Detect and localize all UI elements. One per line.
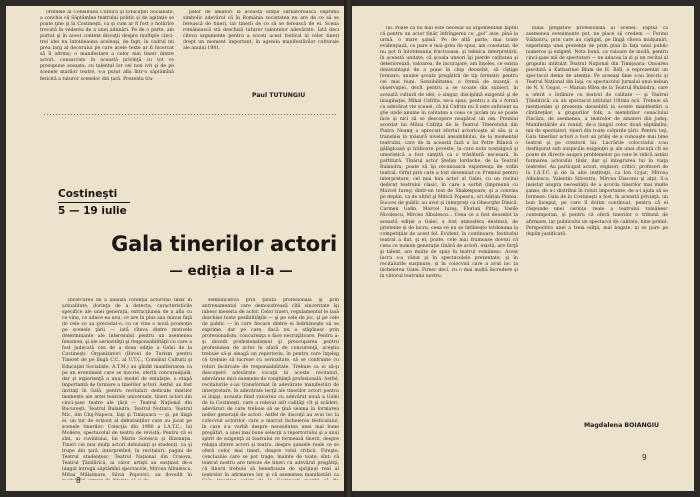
- event-place: Costineşti: [58, 188, 118, 200]
- right-page: [352, 6, 694, 491]
- article-subtitle: — ediţia a II-a —: [169, 263, 293, 279]
- event-box: [58, 188, 138, 217]
- event-underline: [58, 202, 130, 203]
- article-column-1: Încercarea de a analiza condiţia actorului tînăr în actualitate, dorinţa de a detecta, caracteristicile specifice ale unei generaţii, extracţiunea de a afla cu ce vine, ce aduce ea nou, ce are în plus sau minus faţă de cele ce au precedat-o, cu ce vine o nouă promoţie pe scenele ţării — iată cîteva dintre motivele determinante ale interesului pentru un asemenea fenomen, şi ale seriozităţii şi responsabilităţii cu care a fost judecată cea de a doua ediţie a Galei de la Costineşti. Organizatori (Biroul de Turism pentru Tineret de pe lîngă C.C. al U.T.C., Consiliul Culturii şi Educaţiei Socialiste, A.T.M.) au gîndit manifestarea ca pe un eveniment care se înscrie, ofertă concurenţială, dar şi experienţă a unui model de emulaţie, o etapă importantă de formare a tinerilor actori. Astfel, au fost invitaţi în Gală, pentru recitaluri dedicate marilor momente ale artei teatrale universale, tineri actori din cinci-şase teatre ale ţării — Teatrul Naţional din Bucureşti, Teatrul Bulandra, Teatrul Nottara, Teatrul Mic, din Cluj-Napoca, Iaşi şi Timişoara — şi, pe lîngă ei, un tur de orizont al debutanţilor care au jucat pe scenele tinerilor: Colecţia din 1980 a I.A.T.C.; lui Molière, spectacolul de teatru de revistă; Pentru că ei sînt, ai cuvîntului, lui Marin Sorescu şi Bizoanţia. Tineri cei mai mulţi actori debutanţi şi studenţi, ca şi trupe din ţară, interpretînd, în recitaluri, pagini de Teatrul studenţesc, Teatrul Naţional din Craiova, Teatrul Ţăndărică, ai căror artişti au susţinut de-a lungul întregii săptămîni spectacole, Mircea Albulescu, Mihai Mălaimare, Silvia Popovici, au dovedit în: [62, 298, 192, 479]
- left-page: [6, 6, 346, 491]
- page-number-right: 9: [642, 453, 647, 462]
- page-number-left: 8: [76, 476, 81, 485]
- right-signature: Magdalena BOIANGIU: [584, 422, 660, 429]
- top-signature: Paul TUTUNGIU: [252, 92, 306, 99]
- top-column-2: pelor de amatori la această ediţie sărbătorească exprimă simbolic adevărul că în România societatea nu are de ce să se ferească de tineri, iar tinerii de ce să se ferească de ei. Scena românească stă deschisă tuturor talentelor adevărate. Iată deci cîteva argumente pentru a socoti acest festival al celor tineri drept un moment important, în agenda manifestărilor culturale ale anului 1981.: [183, 10, 339, 52]
- right-column-1: lui. Poate că nu mai este necesar să argumentăm faptul că pentru un actor tînăr, înfrîngerea cu „gol” iese, pînă la urmă, o mare şansă. Pe de altă parte, mai toate evidenţiază, ce pare e mai greu de spus, am constatat, de nu pot fi întotdeauna fructuoase, şi tehnica interpretării, în această unitate, că şcoala uneori îşi pierde calitatea şi deteriorează, valoarea, de încurajare, am înţeles, ce exista dezavantajul de a pune în chip deosebit, să cîştige formare, anume şcoala pregătirii de tip formativ pentru cei mai buni. Sensibilitatea, o formă de nuanţă, a observaţiei, decît pentru a se scoate din subiect, în această cultură de idei, o singur, disciplină exigentă şi de imaginaţie, Mihai Cafrita, ne-a spus, pentru a da o formă cu adevărat vie scenei, că lui Cafrita nu îi este suficient sa ştie unde anume în calitatea a ceea ce jucăm nu se poate face şi nici să se descopere neapărat un om. Premiul acordat lui Mihai Cafriţa de la Teatrul Tineretului din Piatra Neamţ a apreciat efortul actoriceşte al său şi a transmis în măsură nivelul ansamblului, de la momentul teatrului, care de la această fază a lui Petre Bănică o gălăgioasă şi trăitoare poveste, la care nota nostalgică şi umoristică a fost simţită ca o trăsătură necesară, în partitură. Tînărul actor Ştefan Iordache, de la Teatrul Bulandra, poate să îşi recunoască experienţa de ordin teatral, vîrful prin care a fost desemnat cu Premiul pentru interpretare, cel mai bun actor al Galei, cu un recital dedicat teatrului clasic, în care a sorbit (împreună cu Marcel Iureş) dintr-un text de Shakespeare, şi a convins pe deplin, ca de altfel şi Mitică Popescu, ori Adrian Pintea. Succes de public au avut şi interpreţi ca Gheorghe Dinică, Carmen Galin, Marcel Iureş, Florian Pittiş, Vasile Nicolescu, Mircea Albulescu... Ceea ce a fost deosebit la această ediţie a Galei, a fost atmosfera destinsă, de prietenie şi de lucru, ceea ce nu se întîlneşte totdeauna la competiţiile de acest fel. Evident, în continuare, festivalul teatral a dat, şi el, poate, cele mai frumoase dovezi că ceea ce numim generaţie tînără de actori, există, are forţă şi talent, are multe de spus în teatrul românesc. Acest lucru s-a văzut şi în spectacolele prezentate, şi în recitalurile susţinute, şi în colocviul care a avut loc la încheierea Galei. Firesc deci, cu o mai multă încredere şi în viitorul teatrului nostru.: [380, 26, 518, 279]
- top-column-1: ordinele al Consiliului Culturii şi Educaţiei Socialiste, a conchis că Săptămîna teatrului politic şi de agitaţie se poate ţine şi la Costineşti, ca şi cum ar fi fost o hotărîre trecută în vederea de a unei adunări. Pe de o parte, am purtat şi în acest context discuţii despre multiple cinci-trei idei nu întotdeauna aceleaşi, de fapt, în cadrul nu prea larg al decorului pe care acele texte ar fi încercat să îl afirme; o manifestare a celor mai tineri dintre actori, consacrate în această privinţă cu tot ce presupune aceasta, cu talentul lor cel nou ivit şi de pe scenele marilor teatre, s-a putut afla într-o săptămînă fericită a tuturor scenelor din ţară. Prezenta tru-: [40, 10, 174, 82]
- section-divider: [44, 114, 336, 115]
- article-column-2: semnificativă prin ţinuta profesională şi prin antrenamentul care demonstrează cîtă sinceritate îşi iubesc meseria de actor. Celor tineri, regulamentul le lasă deschise toate posibilităţile — şi pe cele de joc, şi pe cele de public — în care fiecare dintre ei îndrăzneşte să se exprime, dar pe care, dacă nu o stăpînesc prin profesionalism, concurenţa o face necruţătoare. Pentru a-şi dovedi profesionalismul şi preocuparea pentru profesiunea de actor în afară de concurenţă, aceştia trebuie să-şi aleagă un repertoriu, în pentru care înţeleg că trebuie să lucreze cu seriozitate, să se confrunte cu roluri încărcate de responsabilitate. Trebuie ca ei să-şi descopere adevărate vocaţii în aceste recitaluri, adevărate mici examene de conştiinţă profesională. Astfel, recitalurile s-au transformat în adevărate manifestări de interpretare, în adevărate lecţii ale tinerilor actori pentru ei înşişi, aceasta fiind valoarea cu adevărat nouă a Galei de la Costineşti, care a relevat atît calităţi cît şi scăderi, adevăruri de care trebuie să se ţină seama în formarea noilor generaţii de actori. Astfel de discuţii au avut loc la colocviul actorilor, care a marcat încheierea festivalului, în care s-a vorbit despre necesitatea unei mai bune pregătiri, a unei mai bune selecţii a repertoriului şi a unui spirit de exigenţă al teatrului ce formează tinerii, despre relaţia dintre actori şi teatru, despre şansele reale ce se oferă celor mai tineri, despre rolul criticii. Fireşte, concluziile care se pot trage, înainte de toate, sînt: că teatrul nostru are nevoie de tineri cu adevărat pregătiţi, că tinerii trebuie să beneficieze de sprijinul real al teatrelor în afirmarea lor, şi că asemenea manifestări ca: [202, 298, 339, 479]
- event-dates: 5 — 19 iulie: [58, 205, 127, 217]
- right-column-2: bună pregătire profesională ai scenei. Faptul că asemenea evenimente pot, ne place să credem — Forinu Vădastru, prin care au cîştigat, pe lîngă cîteva mulţumiri, experienţa unei prezenţe de prim plan în faţa unui public numeros şi exigent. Nota bună, ca valoare de modă, pentru cinci-şase mii de spectatori — ne aducea la zi şi un recital al grupului intitulat Teatrul Naţional din Timişoara: Onoarea pierdută a Katharinei Blum de H. Böll, a reprezentat un spectacol demn de atenţie. Pe aceeaşi linie s-au înscris şi Teatrul Naţional din Iaşi, cu spectacolul Jurnalul unui nebun de N. V. Gogol, — Marian Rîlea de la Teatrul Bulandra, care a oferit o întîlnire cu teatrul de calitate — şi Teatrul Ţăndărică, cu un spectacol intitulat Ultima oră. Trebuie să menţionăm şi prezenţa deosebită la aceste manifestări a cîntăreţilor, a grupurilor folk, a membrilor cenaclului Flacăra, de asemenea, a teatrelor de amatori din judeţ. Manifestările au reunit, de-a lungul celor două săptămîni, mii de spectatori, tineri din toate colţurile ţării. Pentru toţi, Gala tinerilor actori a fost un prilej de a cunoaşte mai bine teatrul şi pe creatorii lui. Lucrările colocviului s-au desfăşurat sub auspiciile exigenţei şi ale unei discuţii cît se poate de directe asupra problemelor pe care le ridică astăzi formarea actorului tînăr, dar şi integrarea lui în viaţa teatrelor. Au participat actori, regizori, critici, profesori de la I.A.T.C. şi de la alte instituţii, ca Ion Cojar, Mircea Albulescu, Valentin Silvestru, Mircea Diaconu şi alţii. S-a insistat asupra necesităţii de a acorda tinerilor mai multe şanse, de a-i distribui în roluri importante, de a-i ajuta să se formeze. Gala de la Costineşti a fost, în această privinţă, un bun început, pe care îl dorim continuat, pentru că el răspunde unei cerinţe reale a teatrului românesc contemporan, şi pentru că oferă tinerilor o tribună de afirmare, iar publicului un spectacol de calitate, bine primit. Perspectiva unei a treia ediţii, mai bogate, ni se pare pe deplin justificată.: [526, 26, 668, 237]
- article-title: Gala tinerilor actori: [111, 232, 337, 256]
